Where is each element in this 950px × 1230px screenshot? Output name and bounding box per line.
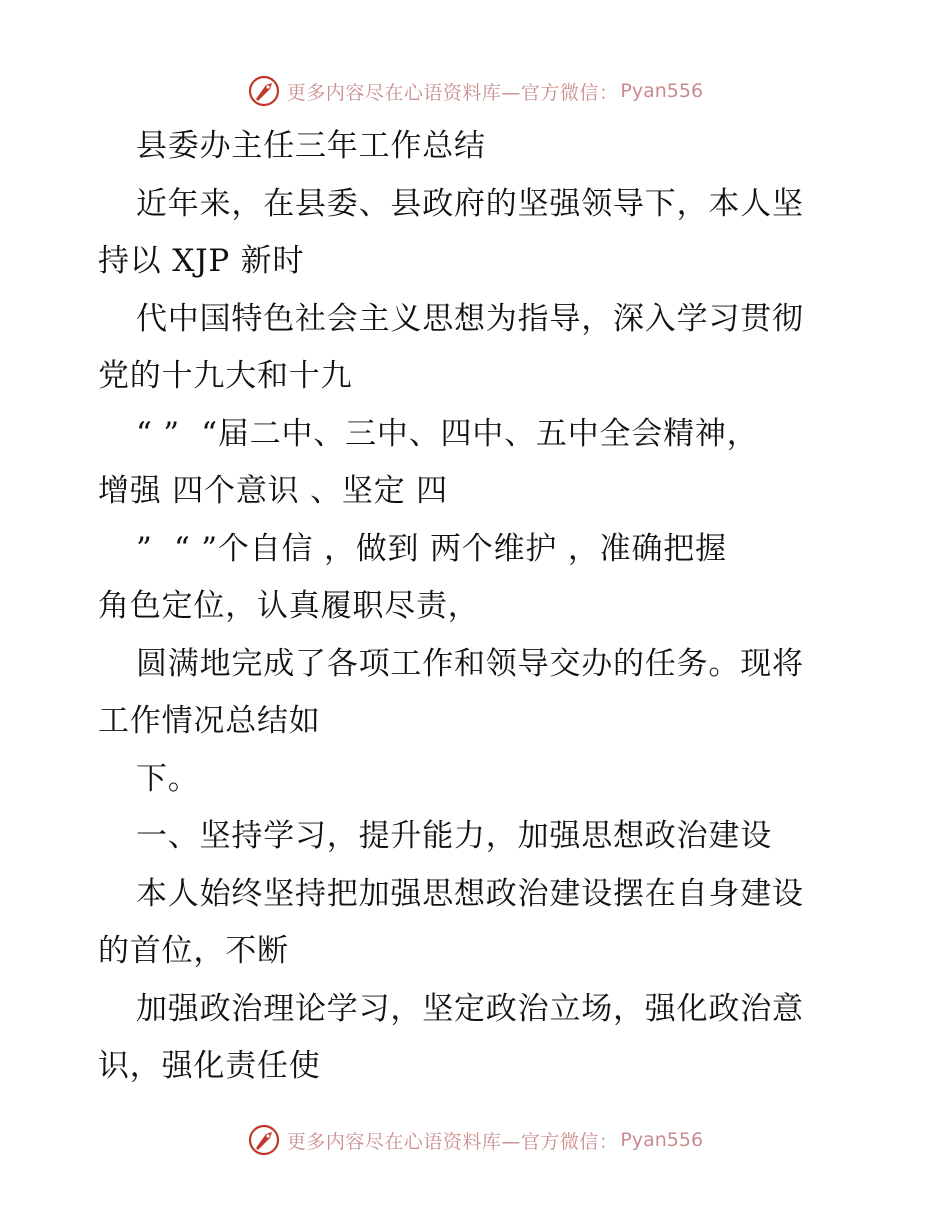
text-line: “ ” “届二中、三中、四中、五中全会精神， — [136, 415, 759, 452]
text-line: 本人始终坚持把加强思想政治建设摆在自身建设 — [136, 875, 804, 912]
watermark-account: Pyan556 — [620, 80, 704, 102]
text-line: 加强政治理论学习，坚定政治立场，强化政治意 — [136, 990, 804, 1027]
text-line: 下。 — [136, 760, 200, 797]
watermark-account: Pyan556 — [620, 1129, 704, 1151]
text-line: 党的十九大和十九 — [98, 358, 353, 394]
pen-nib-logo-icon — [247, 1123, 281, 1157]
watermark-header — [0, 71, 950, 111]
text-line: 角色定位，认真履职尽责， — [98, 588, 480, 624]
text-line: ” “ ”个自信 ，做到 两个维护 ，准确把握 — [136, 530, 727, 567]
document-title: 县委办主任三年工作总结 — [136, 128, 486, 164]
watermark-text: 更多内容尽在心语资料库—官方微信： — [286, 81, 619, 104]
watermark-footer — [0, 1120, 950, 1160]
section-heading: 一、坚持学习，提升能力，加强思想政治建设 — [136, 818, 772, 854]
text-line: 识，强化责任使 — [98, 1048, 321, 1084]
watermark-text: 更多内容尽在心语资料库—官方微信： — [286, 1130, 619, 1153]
document-body — [98, 118, 858, 1096]
text-line: 工作情况总结如 — [98, 703, 321, 739]
text-line: 持以 XJP 新时 — [98, 243, 305, 279]
pen-nib-logo-icon — [247, 74, 281, 108]
text-line: 圆满地完成了各项工作和领导交办的任务。现将 — [136, 645, 804, 682]
text-line: 代中国特色社会主义思想为指导，深入学习贯彻 — [136, 300, 804, 337]
text-line: 增强 四个意识 、坚定 四 — [98, 473, 448, 509]
text-line: 近年来，在县委、县政府的坚强领导下，本人坚 — [136, 185, 804, 222]
text-line: 的首位，不断 — [98, 933, 289, 969]
